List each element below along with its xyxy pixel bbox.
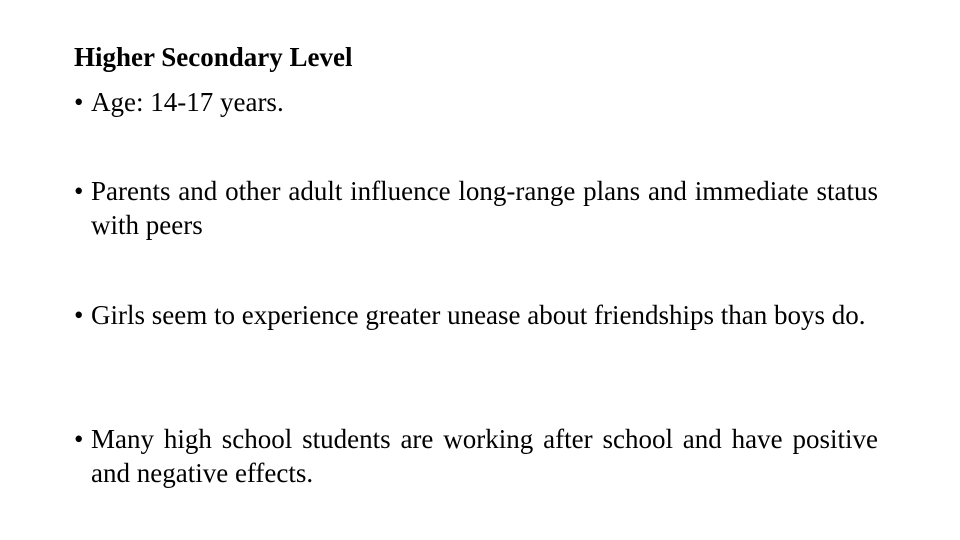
bullet-text: Many high school students are working after school and have positive and negative effects. (91, 424, 878, 488)
bullet-item-girls (74, 298, 878, 332)
slide-title: Higher Secondary Level (74, 42, 353, 72)
bullet-text: Parents and other adult influence long-range plans and immediate status with peers (91, 176, 878, 240)
bullet-item-parents (74, 174, 878, 242)
bullet-text: Age: 14-17 years. (91, 87, 284, 117)
bullet-text: Girls seem to experience greater unease about friendships than boys do. (91, 300, 866, 330)
bullet-item-students (74, 422, 878, 490)
bullet-icon: • (74, 424, 84, 454)
bullet-icon: • (74, 87, 84, 117)
bullet-item-age (74, 85, 878, 119)
bullet-icon: • (74, 300, 84, 330)
bullet-icon: • (74, 176, 84, 206)
